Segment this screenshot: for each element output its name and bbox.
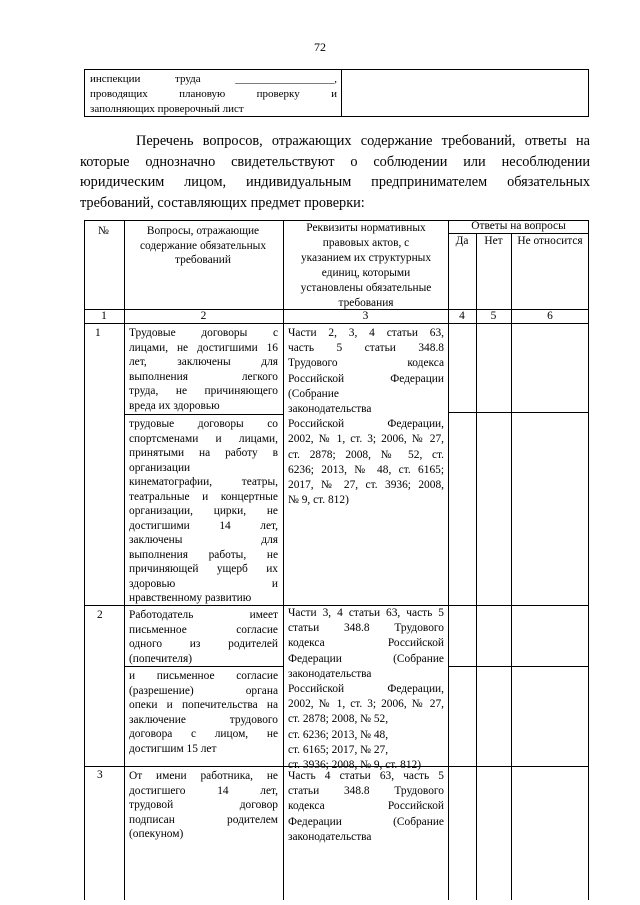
question-cell xyxy=(129,669,278,756)
requisites-line: № 9, ст. 812) xyxy=(288,494,349,507)
requirements-table xyxy=(84,220,589,900)
question-line: заключены для xyxy=(129,534,278,546)
requisites-cell xyxy=(288,769,444,845)
question-line: лицами, не достигшими 16 xyxy=(129,341,278,354)
requisites-line: 2002, № 1, ст. 3; 2006, № 27, xyxy=(288,698,444,711)
requisites-line: Федерации (Собрание xyxy=(288,652,444,665)
col-divider xyxy=(124,220,125,900)
header-not-applicable: Не относится xyxy=(517,235,583,247)
question-line: достигшим 15 лет xyxy=(129,742,217,755)
header-line: единиц, которыми xyxy=(321,267,411,279)
question-line: организации xyxy=(129,461,191,474)
requisites-line: Части 2, 3, 4 статьи 63, xyxy=(288,327,444,339)
requisites-line: ст. 2878; 2008, № 52, ст. xyxy=(288,448,444,461)
question-line: договора с лицом, не xyxy=(129,728,278,740)
inspector-line: заполняющих проверочный лист xyxy=(90,103,244,115)
table-border-left xyxy=(84,220,85,900)
col-number: 5 xyxy=(490,310,497,322)
question-line: принятыми на работу в xyxy=(129,447,278,459)
header-answers: Ответы на вопросы xyxy=(471,220,566,232)
requisites-line: статьи 348.8 Трудового xyxy=(288,785,444,798)
requisites-cell xyxy=(288,606,444,773)
question-cell xyxy=(129,326,278,413)
header-yes: Да xyxy=(455,235,469,247)
requisites-line: законодательства xyxy=(288,667,372,680)
requisites-line: законодательства xyxy=(288,830,372,843)
header-line: указанием их структурных xyxy=(300,252,432,264)
header-line: Реквизиты нормативных xyxy=(306,222,426,234)
row-divider xyxy=(124,666,283,667)
requisites-line: Части 3, 4 статьи 63, часть 5 xyxy=(288,607,444,619)
header-line: правовых актов, с xyxy=(322,237,410,249)
requisites-line: законодательства xyxy=(288,403,372,416)
question-line: кинематографии, театры, xyxy=(129,476,278,488)
requisites-line: ст. 6165; 2017, № 27, xyxy=(288,743,389,756)
requisites-line: кодекса Российской xyxy=(288,637,444,650)
requisites-line: ст. 2878; 2008, № 52, xyxy=(288,713,389,726)
question-cell xyxy=(129,608,278,666)
inspector-label xyxy=(85,70,342,116)
requisites-line: часть 5 статьи 348.8 xyxy=(288,342,444,355)
question-line: лет, заключены для xyxy=(129,356,278,368)
row-divider xyxy=(448,666,589,667)
question-line: Трудовые договоры с xyxy=(129,327,278,339)
header-questions xyxy=(128,224,278,268)
requisites-line: 6236; 2013, № 48, ст. 6165; xyxy=(288,463,444,476)
question-line: достигшими 14 лет, xyxy=(129,519,278,532)
question-cell xyxy=(129,769,278,842)
header-line: Вопросы, отражающие xyxy=(146,225,260,237)
col-number: 3 xyxy=(362,310,369,322)
header-line: требований xyxy=(175,254,231,266)
header-line: установлены обязательные xyxy=(300,282,432,294)
question-line: спортсменами и лицами, xyxy=(129,432,278,445)
question-line: организации, цирки, не xyxy=(129,505,278,517)
question-line: театральные и концертные xyxy=(129,490,278,503)
question-line: опеки и попечительства на xyxy=(129,699,278,711)
requisites-line: Российской Федерации, xyxy=(288,683,444,696)
question-line: выполнения легкого xyxy=(129,370,278,383)
question-line: достигшего 14 лет, xyxy=(129,784,278,797)
col-divider xyxy=(283,220,284,900)
requisites-line: Российской Федерации, xyxy=(288,418,444,431)
question-line: подписан родителем xyxy=(129,813,278,826)
row-divider xyxy=(124,414,283,415)
requisites-line: статьи 348.8 Трудового xyxy=(288,622,444,635)
question-line: От имени работника, не xyxy=(129,770,278,782)
question-line: здоровью и xyxy=(129,577,278,590)
question-line: письменное согласие xyxy=(129,623,278,636)
inspector-line: инспекции труда __________________, xyxy=(90,73,337,85)
requisites-line: Российской Федерации xyxy=(288,372,444,385)
inspector-box xyxy=(84,69,589,117)
table-border-right xyxy=(588,220,589,900)
requisites-line: ст. 6236; 2013, № 48, xyxy=(288,728,389,741)
question-line: и письменное согласие xyxy=(129,670,278,682)
question-line: трудовой договор xyxy=(129,799,278,811)
question-line: (разрешение) органа xyxy=(129,684,278,697)
list-heading xyxy=(80,131,590,213)
heading-line: Перечень вопросов, отражающих содержание требований, ответы на xyxy=(136,133,590,149)
header-line: содержание обязательных xyxy=(139,239,267,252)
requisites-cell xyxy=(288,326,444,508)
question-line: труда, не причиняющего xyxy=(129,385,278,397)
requisites-line: (Собрание xyxy=(288,387,339,400)
row-divider xyxy=(448,233,589,234)
question-line: причиняющей ущерб их xyxy=(129,563,278,575)
heading-line: требований, составляющих предмет проверки: xyxy=(80,194,365,211)
question-line: одного из родителей xyxy=(129,638,278,650)
question-line: нравственному развитию xyxy=(129,592,252,604)
header-num: № xyxy=(98,225,109,237)
col-number: 6 xyxy=(547,310,553,322)
col-number: 2 xyxy=(200,310,207,322)
header-line: требования xyxy=(338,297,394,309)
requisites-line: 2017, № 27, ст. 3936; 2008, xyxy=(288,479,444,492)
question-cell xyxy=(129,417,278,606)
row-divider xyxy=(448,412,589,413)
heading-line: юридическим лицом, индивидуальным предпринимателем обязательных xyxy=(80,174,590,190)
question-line: (опекуном) xyxy=(129,828,184,840)
question-line: (попечителя) xyxy=(129,652,193,665)
header-requisites xyxy=(286,221,446,311)
header-no: Нет xyxy=(484,235,503,247)
requisites-line: 2002, № 1, ст. 3; 2006, № 27, xyxy=(288,433,444,446)
requisites-line: Трудового кодекса xyxy=(288,357,444,370)
question-line: Работодатель имеет xyxy=(129,609,278,621)
col-divider xyxy=(476,233,477,900)
row-number: 3 xyxy=(97,769,103,781)
col-number: 1 xyxy=(101,310,107,322)
question-line: вреда их здоровью xyxy=(129,399,220,412)
page-number: 72 xyxy=(314,40,326,54)
requisites-line: ст. 3936; 2008, № 9, ст. 812) xyxy=(288,759,421,772)
col-number: 4 xyxy=(459,310,465,322)
question-line: трудовые договоры со xyxy=(129,418,278,430)
requisites-line: кодекса Российской xyxy=(288,800,444,813)
heading-line: которые однозначно свидетельствуют о соблюдении или несоблюдении xyxy=(80,153,590,170)
requisites-line: Федерации (Собрание xyxy=(288,815,444,828)
col-divider xyxy=(448,220,449,900)
col-divider xyxy=(511,233,512,900)
requisites-line: Часть 4 статьи 63, часть 5 xyxy=(288,770,444,782)
inspector-line: проводящих плановую проверку и xyxy=(90,88,337,100)
question-line: заключение трудового xyxy=(129,713,278,726)
row-number: 1 xyxy=(95,327,101,339)
question-line: выполнения работы, не xyxy=(129,548,278,561)
row-divider xyxy=(84,323,589,324)
row-number: 2 xyxy=(97,609,103,621)
